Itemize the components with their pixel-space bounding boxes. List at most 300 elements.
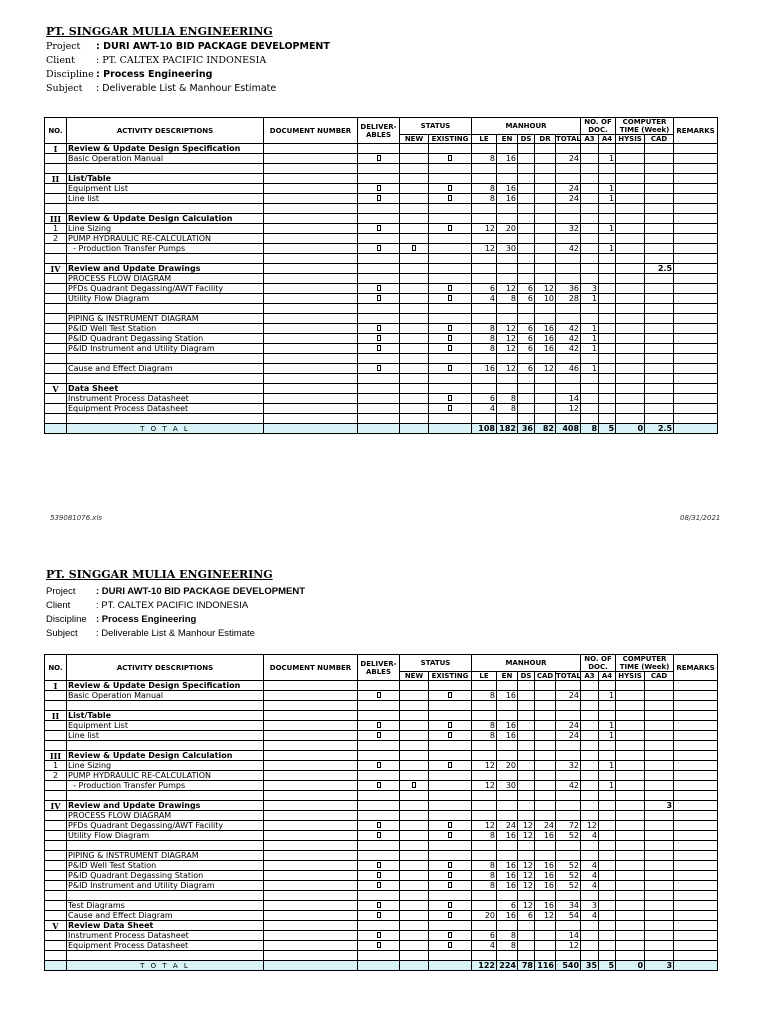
empty-cell — [67, 741, 264, 751]
empty-cell — [556, 354, 581, 364]
empty-cell — [518, 681, 535, 691]
row-number — [45, 721, 67, 731]
status-new-mark — [400, 284, 429, 294]
status-existing-mark — [429, 721, 472, 731]
cad-cell — [645, 721, 674, 731]
manhour-tot: 32 — [556, 224, 581, 234]
section-number: V — [45, 921, 67, 931]
total-a4: 5 — [599, 961, 616, 971]
empty-cell — [497, 951, 518, 961]
cad-cell — [645, 881, 674, 891]
empty-cell — [264, 424, 358, 434]
empty-cell — [599, 204, 616, 214]
col-header-comptime: COMPUTER TIME (Week) — [616, 118, 674, 135]
empty-cell — [497, 791, 518, 801]
empty-cell — [472, 681, 497, 691]
empty-cell — [497, 204, 518, 214]
subject-label: Subject — [46, 628, 78, 639]
section-row — [45, 264, 718, 274]
col-header-total: TOTAL — [556, 672, 581, 680]
row-number — [45, 404, 67, 414]
empty-cell — [429, 374, 472, 384]
manhour-le: 8 — [472, 861, 497, 871]
section-title: Review & Update Design Specification — [67, 144, 264, 154]
manhour-en — [497, 314, 518, 324]
empty-cell — [429, 414, 472, 424]
manhour-tot: 42 — [556, 334, 581, 344]
deliverable-mark — [358, 244, 400, 254]
hysis-cell — [616, 224, 645, 234]
row-number — [45, 851, 67, 861]
empty-cell — [581, 414, 599, 424]
hysis-cell — [616, 344, 645, 354]
manhour-ds: 6 — [518, 344, 535, 354]
status-existing-mark — [429, 771, 472, 781]
manhour-tot: 36 — [556, 284, 581, 294]
empty-cell — [264, 174, 358, 184]
cad-weeks: 3 — [645, 801, 674, 811]
manhour-dr: 16 — [535, 831, 556, 841]
empty-cell — [67, 891, 264, 901]
document-number — [264, 294, 358, 304]
section-title: Data Sheet — [67, 384, 264, 394]
total-tot: 540 — [556, 961, 581, 971]
empty-cell — [472, 711, 497, 721]
manhour-en — [497, 274, 518, 284]
manhour-a4: 1 — [599, 781, 616, 791]
row-number — [45, 194, 67, 204]
deliverable-mark — [358, 861, 400, 871]
section-number: I — [45, 681, 67, 691]
manhour-tot: 12 — [556, 404, 581, 414]
empty-cell — [581, 254, 599, 264]
manhour-tot: 42 — [556, 781, 581, 791]
empty-cell — [518, 891, 535, 901]
manhour-ds: 6 — [518, 294, 535, 304]
empty-cell — [674, 354, 718, 364]
empty-cell — [599, 751, 616, 761]
remarks-cell — [674, 154, 718, 164]
manhour-le — [472, 901, 497, 911]
empty-cell — [497, 374, 518, 384]
activity-description: PUMP HYDRAULIC RE-CALCULATION — [67, 234, 264, 244]
manhour-dr — [535, 941, 556, 951]
hysis-cell — [616, 771, 645, 781]
section-number: II — [45, 711, 67, 721]
empty-cell — [616, 921, 645, 931]
manhour-a4 — [599, 811, 616, 821]
manhour-ds — [518, 761, 535, 771]
empty-cell — [400, 841, 429, 851]
empty-cell — [599, 144, 616, 154]
document-number — [264, 911, 358, 921]
hysis-cell — [616, 314, 645, 324]
document-number — [264, 821, 358, 831]
client-label: Client — [46, 55, 75, 66]
empty-cell — [400, 264, 429, 274]
empty-cell — [358, 751, 400, 761]
row-number — [45, 394, 67, 404]
section-row — [45, 801, 718, 811]
blank-row — [45, 354, 718, 364]
manhour-a3 — [581, 234, 599, 244]
empty-cell — [67, 951, 264, 961]
empty-cell — [264, 891, 358, 901]
section-title: List/Table — [67, 711, 264, 721]
total-cad: 2.5 — [645, 424, 674, 434]
empty-cell — [497, 751, 518, 761]
checkbox-icon — [448, 325, 452, 331]
manhour-dr: 12 — [535, 911, 556, 921]
manhour-ds — [518, 154, 535, 164]
col-header-dr: DR — [535, 135, 556, 144]
hysis-cell — [616, 324, 645, 334]
empty-cell — [599, 791, 616, 801]
manhour-a3: 12 — [581, 821, 599, 831]
remarks-cell — [674, 334, 718, 344]
manhour-a4 — [599, 334, 616, 344]
remarks-cell — [674, 284, 718, 294]
empty-cell — [472, 304, 497, 314]
total-dr: 82 — [535, 424, 556, 434]
checkbox-icon — [448, 155, 452, 161]
row-number — [45, 284, 67, 294]
row-number — [45, 274, 67, 284]
manhour-a4 — [599, 871, 616, 881]
row-number — [45, 244, 67, 254]
empty-cell — [429, 174, 472, 184]
manhour-en: 8 — [497, 941, 518, 951]
status-new-mark — [400, 731, 429, 741]
deliverable-mark — [358, 194, 400, 204]
total-label: T O T A L — [67, 961, 264, 971]
hysis-cell — [616, 364, 645, 374]
manhour-ds — [518, 184, 535, 194]
cad-cell — [645, 911, 674, 921]
col-header-hysis: HYSIS — [616, 672, 645, 681]
empty-cell — [518, 164, 535, 174]
empty-cell — [616, 354, 645, 364]
deliverable-mark — [358, 154, 400, 164]
hysis-cell — [616, 731, 645, 741]
manhour-tot: 14 — [556, 931, 581, 941]
empty-cell — [358, 841, 400, 851]
empty-cell — [358, 174, 400, 184]
manhour-tot — [556, 234, 581, 244]
empty-cell — [674, 304, 718, 314]
empty-cell — [616, 304, 645, 314]
empty-cell — [264, 711, 358, 721]
empty-cell — [45, 374, 67, 384]
manhour-a3 — [581, 274, 599, 284]
manhour-a3 — [581, 184, 599, 194]
empty-cell — [556, 374, 581, 384]
manhour-ds — [518, 771, 535, 781]
manhour-en: 30 — [497, 244, 518, 254]
activity-description: PUMP HYDRAULIC RE-CALCULATION — [67, 771, 264, 781]
empty-cell — [581, 374, 599, 384]
empty-cell — [535, 921, 556, 931]
empty-cell — [581, 174, 599, 184]
status-new-mark — [400, 194, 429, 204]
manhour-ds — [518, 244, 535, 254]
empty-cell — [497, 214, 518, 224]
empty-cell — [556, 841, 581, 851]
checkbox-icon — [412, 782, 416, 788]
total-a3: 35 — [581, 961, 599, 971]
manhour-tot: 34 — [556, 901, 581, 911]
hysis-cell — [616, 721, 645, 731]
status-existing-mark — [429, 881, 472, 891]
status-existing-mark — [429, 184, 472, 194]
blank-row — [45, 374, 718, 384]
client-label: Client — [46, 600, 71, 611]
remarks-cell — [674, 941, 718, 951]
manhour-dr — [535, 244, 556, 254]
cad-weeks: 2.5 — [645, 264, 674, 274]
cad-cell — [645, 821, 674, 831]
empty-cell — [429, 891, 472, 901]
status-existing-mark — [429, 274, 472, 284]
empty-cell — [581, 304, 599, 314]
empty-cell — [535, 841, 556, 851]
table-row — [45, 184, 718, 194]
status-new-mark — [400, 184, 429, 194]
empty-cell — [264, 741, 358, 751]
empty-cell — [400, 254, 429, 264]
cad-cell — [645, 224, 674, 234]
blank-row — [45, 304, 718, 314]
empty-cell — [616, 681, 645, 691]
manhour-en — [497, 811, 518, 821]
hysis-cell — [616, 781, 645, 791]
col-header-ds: DS — [518, 672, 535, 681]
empty-cell — [358, 801, 400, 811]
checkbox-icon — [448, 345, 452, 351]
status-new-mark — [400, 851, 429, 861]
empty-cell — [616, 214, 645, 224]
status-new-mark — [400, 721, 429, 731]
empty-cell — [497, 304, 518, 314]
empty-cell — [556, 254, 581, 264]
table-row — [45, 334, 718, 344]
col-header-noofdoc: NO. OF DOC. — [581, 118, 616, 135]
checkbox-icon — [377, 245, 381, 251]
remarks-cell — [674, 691, 718, 701]
remarks-cell — [674, 384, 718, 394]
empty-cell — [645, 951, 674, 961]
table-row — [45, 344, 718, 354]
empty-cell — [645, 791, 674, 801]
row-number — [45, 314, 67, 324]
deliverable-mark — [358, 274, 400, 284]
deliverable-mark — [358, 831, 400, 841]
activity-description: Instrument Process Datasheet — [67, 394, 264, 404]
status-existing-mark — [429, 314, 472, 324]
manhour-ds: 6 — [518, 284, 535, 294]
status-new-mark — [400, 691, 429, 701]
section-row — [45, 384, 718, 394]
activity-description: Equipment List — [67, 721, 264, 731]
table-row — [45, 284, 718, 294]
empty-cell — [599, 384, 616, 394]
manhour-le: 12 — [472, 781, 497, 791]
empty-cell — [472, 144, 497, 154]
row-number: 1 — [45, 224, 67, 234]
checkbox-icon — [448, 722, 452, 728]
deliverable-mark — [358, 344, 400, 354]
empty-cell — [518, 741, 535, 751]
manhour-a3 — [581, 404, 599, 414]
manhour-en: 16 — [497, 831, 518, 841]
section-title: Review and Update Drawings — [67, 264, 264, 274]
empty-cell — [400, 214, 429, 224]
table-row — [45, 394, 718, 404]
manhour-tot: 54 — [556, 911, 581, 921]
empty-cell — [45, 951, 67, 961]
manhour-en: 16 — [497, 911, 518, 921]
remarks-cell — [674, 751, 718, 761]
empty-cell — [67, 701, 264, 711]
remarks-cell — [674, 294, 718, 304]
manhour-tot: 12 — [556, 941, 581, 951]
manhour-a3: 4 — [581, 831, 599, 841]
remarks-cell — [674, 274, 718, 284]
hysis-cell — [616, 234, 645, 244]
checkbox-icon — [448, 872, 452, 878]
manhour-a3 — [581, 781, 599, 791]
empty-cell — [358, 681, 400, 691]
cad-cell — [645, 234, 674, 244]
manhour-le — [472, 274, 497, 284]
document-number — [264, 691, 358, 701]
manhour-ds — [518, 731, 535, 741]
deliverable-mark — [358, 314, 400, 324]
checkbox-icon — [448, 285, 452, 291]
col-header-manhour: MANHOUR — [472, 118, 581, 135]
hysis-cell — [616, 901, 645, 911]
subject-value: : Deliverable List & Manhour Estimate — [96, 83, 277, 94]
empty-cell — [429, 144, 472, 154]
section-row — [45, 921, 718, 931]
section-title: Review & Update Design Calculation — [67, 214, 264, 224]
remarks-cell — [674, 224, 718, 234]
manhour-a3: 4 — [581, 911, 599, 921]
col-header-hysis: HYSIS — [616, 135, 645, 144]
discipline-value: : Process Engineering — [96, 614, 197, 625]
manhour-tot — [556, 274, 581, 284]
manhour-a3 — [581, 314, 599, 324]
activity-description: Line Sizing — [67, 761, 264, 771]
row-number — [45, 691, 67, 701]
status-new-mark — [400, 941, 429, 951]
total-dr: 116 — [535, 961, 556, 971]
col-header-docnum: DOCUMENT NUMBER — [264, 118, 358, 144]
cad-cell — [645, 731, 674, 741]
manhour-en: 8 — [497, 294, 518, 304]
empty-cell — [645, 414, 674, 424]
hysis-cell — [616, 881, 645, 891]
table-row — [45, 861, 718, 871]
remarks-cell — [674, 961, 718, 971]
manhour-dr — [535, 404, 556, 414]
empty-cell — [599, 414, 616, 424]
manhour-dr: 16 — [535, 324, 556, 334]
remarks-cell — [674, 344, 718, 354]
manhour-a3: 1 — [581, 334, 599, 344]
section-row — [45, 711, 718, 721]
empty-cell — [400, 961, 429, 971]
hysis-cell — [616, 394, 645, 404]
empty-cell — [535, 144, 556, 154]
empty-cell — [518, 254, 535, 264]
empty-cell — [674, 254, 718, 264]
hysis-cell — [616, 931, 645, 941]
empty-cell — [358, 951, 400, 961]
manhour-tot — [556, 811, 581, 821]
document-number — [264, 771, 358, 781]
manhour-dr — [535, 771, 556, 781]
remarks-cell — [674, 781, 718, 791]
row-number — [45, 344, 67, 354]
empty-cell — [599, 174, 616, 184]
status-new-mark — [400, 294, 429, 304]
status-new-mark — [400, 781, 429, 791]
deliverable-mark — [358, 224, 400, 234]
empty-cell — [674, 891, 718, 901]
empty-cell — [556, 711, 581, 721]
manhour-a3 — [581, 721, 599, 731]
empty-cell — [599, 264, 616, 274]
empty-cell — [264, 264, 358, 274]
deliverable-mark — [358, 941, 400, 951]
status-new-mark — [400, 244, 429, 254]
hysis-cell — [616, 334, 645, 344]
status-existing-mark — [429, 344, 472, 354]
empty-cell — [518, 711, 535, 721]
empty-cell — [497, 681, 518, 691]
table-row — [45, 821, 718, 831]
section-row — [45, 214, 718, 224]
checkbox-icon — [377, 692, 381, 698]
table-row — [45, 274, 718, 284]
empty-cell — [472, 204, 497, 214]
checkbox-icon — [377, 782, 381, 788]
row-number — [45, 861, 67, 871]
status-new-mark — [400, 364, 429, 374]
manhour-le: 4 — [472, 941, 497, 951]
status-new-mark — [400, 234, 429, 244]
col-header-existing: EXISTING — [429, 672, 472, 681]
row-number — [45, 941, 67, 951]
empty-cell — [45, 164, 67, 174]
manhour-en: 8 — [497, 404, 518, 414]
empty-cell — [472, 414, 497, 424]
total-a4: 5 — [599, 424, 616, 434]
status-existing-mark — [429, 404, 472, 414]
hysis-cell — [616, 761, 645, 771]
manhour-a4 — [599, 324, 616, 334]
manhour-le — [472, 851, 497, 861]
hysis-cell — [616, 691, 645, 701]
manhour-a3 — [581, 154, 599, 164]
checkbox-icon — [377, 345, 381, 351]
total-cad: 3 — [645, 961, 674, 971]
empty-cell — [581, 681, 599, 691]
cad-cell — [645, 394, 674, 404]
hysis-cell — [616, 154, 645, 164]
manhour-le — [472, 771, 497, 781]
